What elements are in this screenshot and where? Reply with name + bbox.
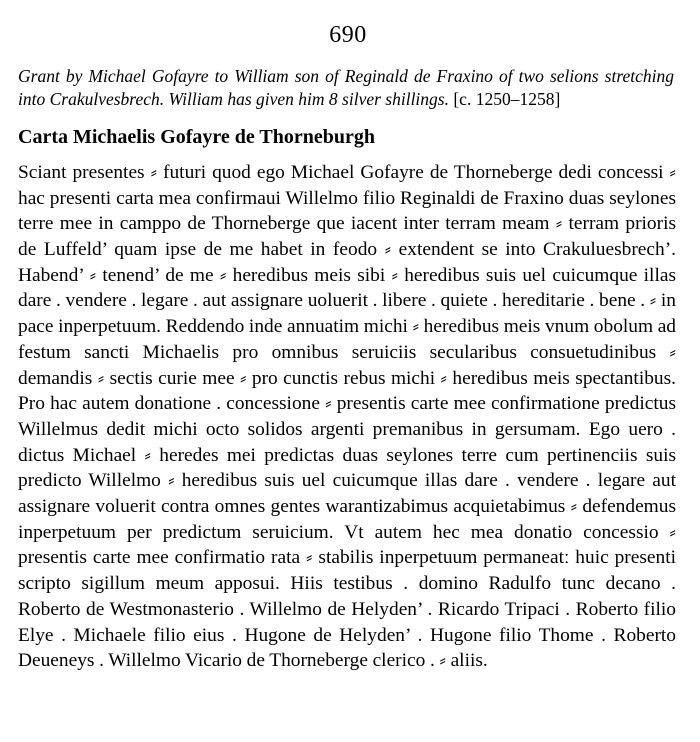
charter-body-text: Sciant presentes ⸗ futuri quod ego Michael Gofayre de Thorneberge dedi concessi ⸗ hac presenti carta mea confirmaui Willelmo filio Reginaldi de Fraxino duas seylones terre mee in camppo de Thorneberge que iacent inter terram meam ⸗ terram prioris de Luffeld’ quam ipse de me habet in feodo ⸗ extendent se into Crakuluesbrech’. Habend’ ⸗ tenend’ de me ⸗ heredibus meis sibi ⸗ heredibus suis uel cuicumque illas dare . vendere . legare . aut assignare uoluerit . libere . quiete . hereditarie . bene . ⸗ in pace inperpetuum. Reddendo inde annuatim michi ⸗ heredibus meis vnum obolum ad festum sancti Michaelis pro omnibus seruiciis secularibus consuetudinibus ⸗ demandis ⸗ sectis curie mee ⸗ pro cunctis rebus michi ⸗ heredibus meis spectantibus. Pro hac autem donatione . concessione ⸗ presentis carte mee confirmatione predictus Willelmus dedit michi octo solidos argenti premanibus in gersumam. Ego uero . dictus Michael ⸗ heredes mei predictas duas seylones terre cum pertinenciis suis predicto Willelmo ⸗ heredibus suis uel cuicumque illas dare . vendere . legare aut assignare voluerit contra omnes gentes warantizabimus acquietabimus ⸗ defendemus inperpetuum per predictum seruicium. Vt autem hec mea donatio concessio ⸗ presentis carte mee confirmatio rata ⸗ stabilis inperpetuum permaneatː huic presenti scripto sigillum meum apposui. Hiis testibus . domino Radulfo tunc decano . Roberto de Westmonasterio . Willelmo de Helyden’ . Ricardo Tripaci . Roberto filio Elye . Michaele filio eius . Hugone de Helyden’ . Hugone filio Thome . Roberto Deueneys . Willelmo Vicario de Thorneberge clerico . ⸗ aliis. (18, 161, 676, 672)
page-number: 690 (329, 22, 367, 48)
headnote-date: [c. 1250–1258] (453, 89, 561, 110)
charter-title: Carta Michaelis Gofayre de Thorneburgh (18, 125, 376, 148)
headnote-summary: Grant by Michael Gofayre to William son of Reginald de Fraxino of two selions stretching into Crakulvesbrech. William has given him 8 silver shillings. (18, 66, 674, 110)
headnote (18, 65, 678, 112)
